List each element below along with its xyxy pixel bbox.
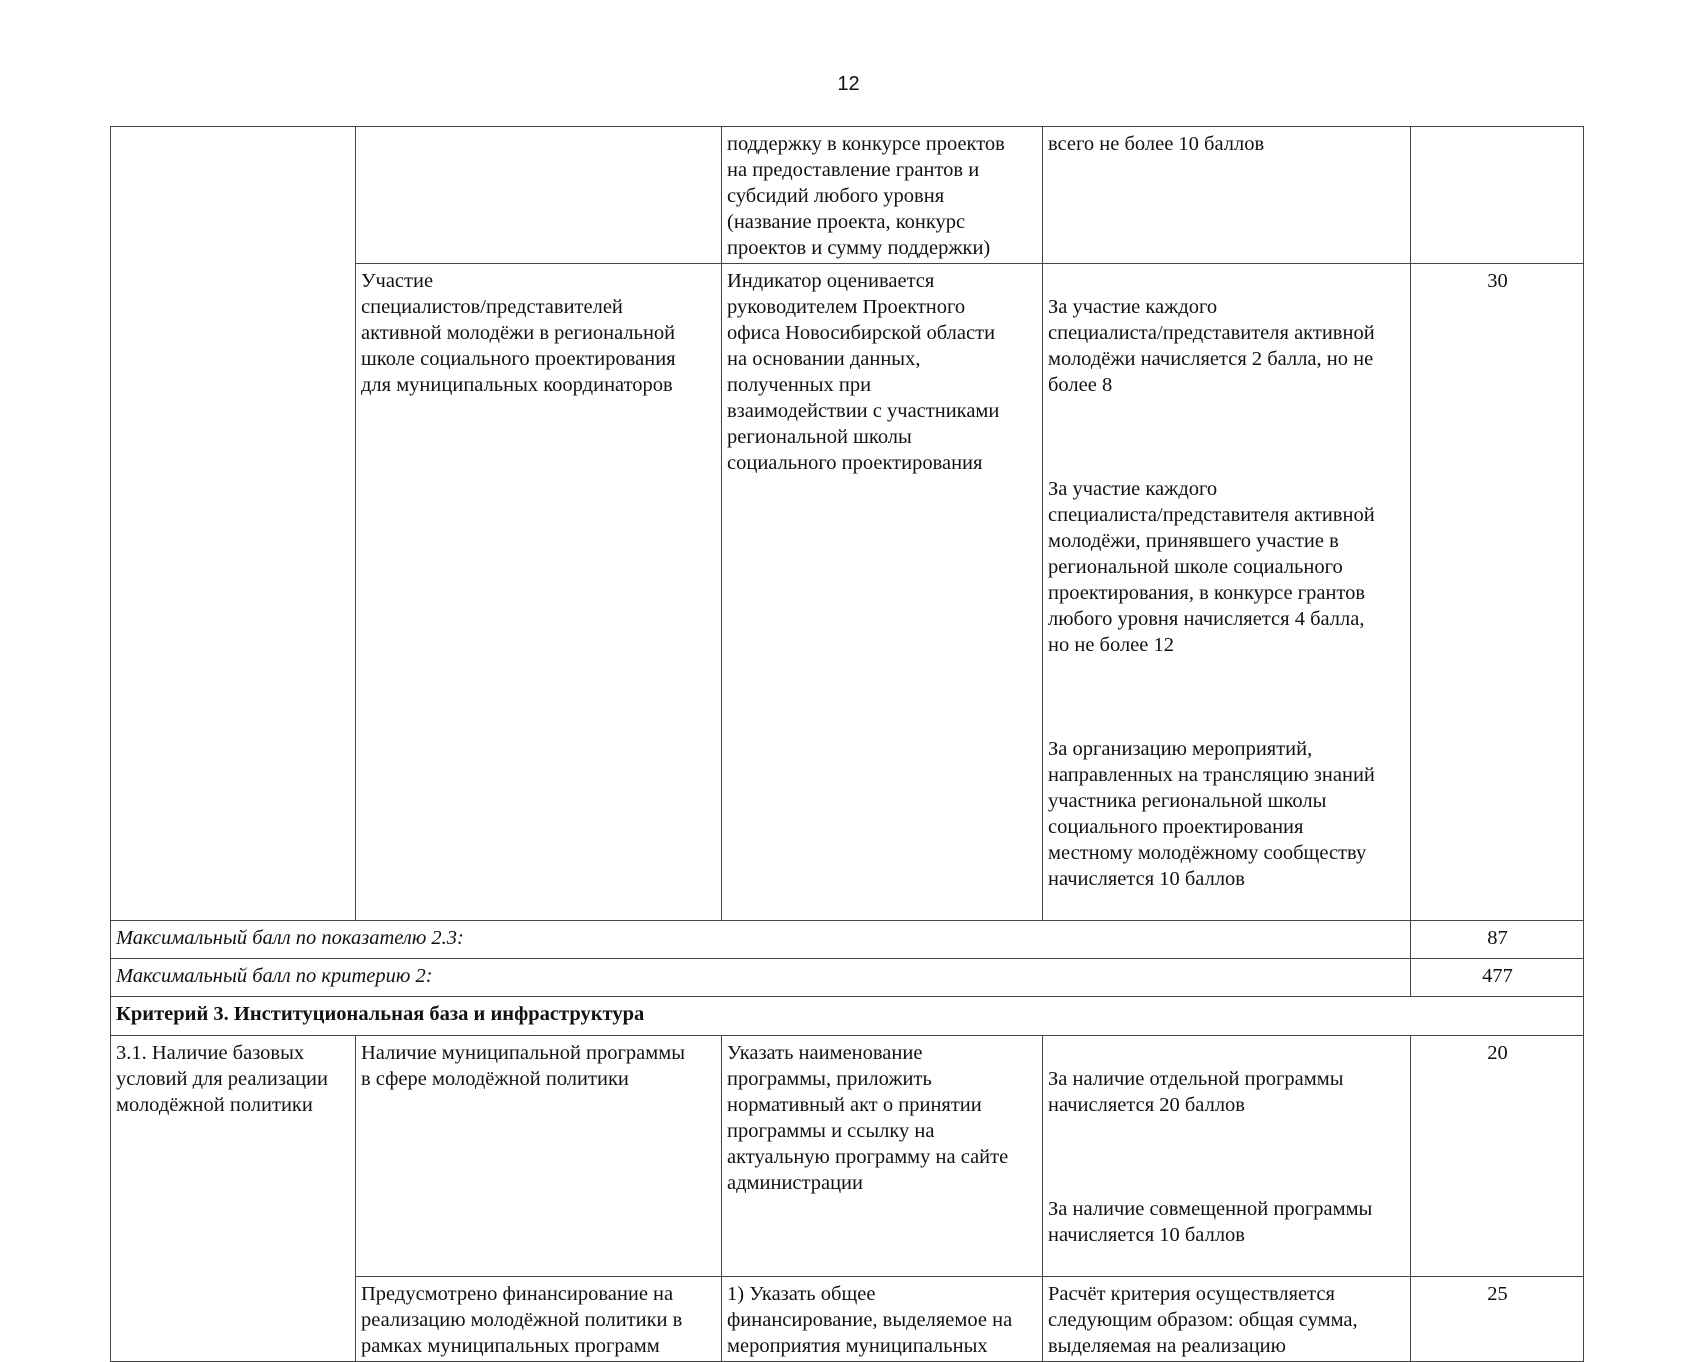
table-cell-score: 30 bbox=[1411, 264, 1584, 921]
table-cell-score: 20 bbox=[1411, 1036, 1584, 1277]
table-cell-scoring-rule bbox=[1043, 1036, 1411, 1277]
table-cell-scoring-rule: Расчёт критерия осуществляется следующим образом: общая сумма, выделяемая на реализацию bbox=[1043, 1277, 1411, 1362]
criterion-3-title: Критерий 3. Институциональная база и инфраструктура bbox=[111, 997, 1584, 1036]
scoring-rule-paragraph: За наличие совмещенной программы начисляется 10 баллов bbox=[1048, 1198, 1373, 1246]
max-score-indicator-label: Максимальный балл по показателю 2.3: bbox=[111, 921, 1411, 959]
max-score-criterion-value: 477 bbox=[1411, 959, 1584, 997]
table-cell-empty bbox=[111, 127, 356, 921]
table-cell-data-source: поддержку в конкурсе проектов на предоставление грантов и субсидий любого уровня (название проекта, конкурс проектов и сумму поддержки) bbox=[722, 127, 1043, 264]
table-cell-data-source: Указать наименование программы, приложить нормативный акт о принятии программы и ссылку на актуальную программу на сайте администрации bbox=[722, 1036, 1043, 1277]
table-cell-indicator-group: 3.1. Наличие базовых условий для реализации молодёжной политики bbox=[111, 1036, 356, 1362]
scoring-rule-paragraph: За наличие отдельной программы начисляется 20 баллов bbox=[1048, 1068, 1344, 1116]
summary-row-indicator bbox=[111, 921, 1584, 959]
table-cell-indicator: Предусмотрено финансирование на реализацию молодёжной политики в рамках муниципальных программ bbox=[356, 1277, 722, 1362]
table-cell-scoring-rule bbox=[1043, 264, 1411, 921]
table-cell-score bbox=[1411, 127, 1584, 264]
scoring-rule-paragraph: За участие каждого специалиста/представителя активной молодёжи, принявшего участие в региональной школе социального проектирования, в конкурсе грантов любого уровня начисляется 4 балла, но не более 12 bbox=[1048, 478, 1375, 656]
table-cell-scoring-rule: всего не более 10 баллов bbox=[1043, 127, 1411, 264]
table-row bbox=[111, 1036, 1584, 1277]
criterion-header-row bbox=[111, 997, 1584, 1036]
max-score-criterion-label: Максимальный балл по критерию 2: bbox=[111, 959, 1411, 997]
scoring-rule-paragraph: За организацию мероприятий, направленных на трансляцию знаний участника региональной школы социального проектирования местному молодёжному сообществу начисляется 10 баллов bbox=[1048, 738, 1375, 890]
max-score-indicator-value: 87 bbox=[1411, 921, 1584, 959]
table-cell-empty bbox=[356, 127, 722, 264]
page-number: 12 bbox=[837, 73, 860, 95]
table-cell-indicator: Участие специалистов/представителей активной молодёжи в региональной школе социального проектирования для муниципальных координаторов bbox=[356, 264, 722, 921]
table-cell-data-source: Индикатор оценивается руководителем Проектного офиса Новосибирской области на основании данных, полученных при взаимодействии с участниками региональной школы социального проектирования bbox=[722, 264, 1043, 921]
criteria-table bbox=[110, 126, 1584, 1362]
table-cell-score: 25 bbox=[1411, 1277, 1584, 1362]
scoring-rule-paragraph: За участие каждого специалиста/представителя активной молодёжи начисляется 2 балла, но не более 8 bbox=[1048, 296, 1375, 396]
summary-row-criterion bbox=[111, 959, 1584, 997]
table-row bbox=[111, 127, 1584, 264]
table-cell-indicator: Наличие муниципальной программы в сфере молодёжной политики bbox=[356, 1036, 722, 1277]
table-cell-data-source: 1) Указать общее финансирование, выделяемое на мероприятия муниципальных bbox=[722, 1277, 1043, 1362]
